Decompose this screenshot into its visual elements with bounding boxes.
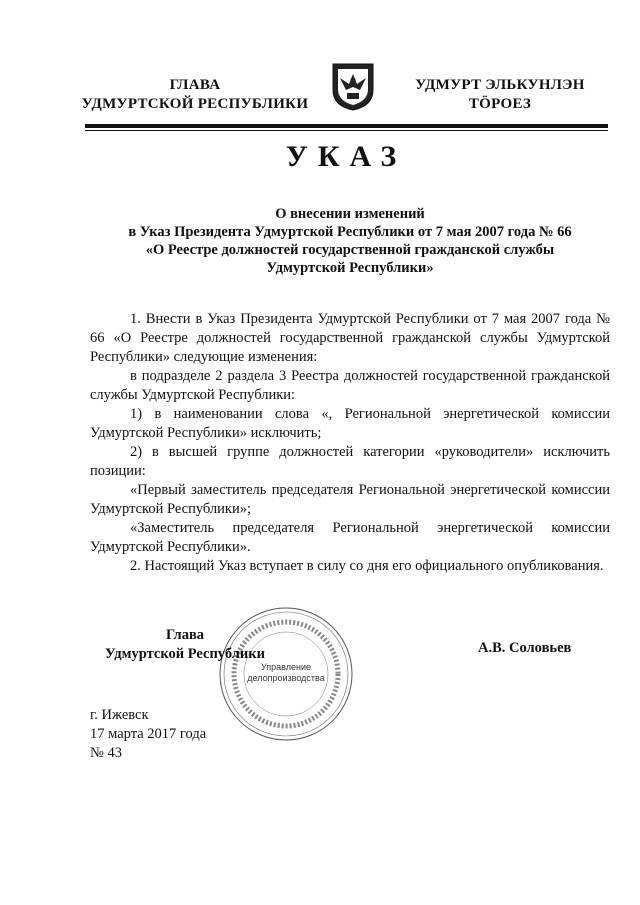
body-paragraph-6: «Заместитель председателя Региональной энергетической комиссии Удмуртской Республики». — [90, 520, 610, 555]
body-paragraph-3: 1) в наименовании слова «, Региональной энергетической комиссии Удмуртской Республики» исключить; — [90, 406, 610, 441]
signer-name: А.В. Соловьев — [478, 640, 572, 656]
footer-date: 17 марта 2017 года — [90, 726, 207, 742]
body-paragraph-4: 2) в высшей группе должностей категории «руководители» исключить позиции: — [90, 444, 610, 479]
header-left-line1: ГЛАВА — [169, 77, 221, 93]
stamp-text-1: Управление — [260, 662, 312, 672]
footer-number: № 43 — [90, 745, 122, 761]
header-left-line2: УДМУРТСКОЙ РЕСПУБЛИКИ — [81, 96, 309, 112]
document-subject — [100, 205, 600, 277]
header-right-line1: УДМУРТ ЭЛЬКУНЛЭН — [415, 77, 585, 93]
official-stamp — [216, 604, 356, 744]
footer-city: г. Ижевск — [90, 707, 149, 723]
document-body — [90, 310, 610, 576]
header-rule-thick — [85, 124, 608, 128]
body-paragraph-7: 2. Настоящий Указ вступает в силу со дня его официального опубликования. — [130, 558, 604, 574]
signature-title-line2: Удмуртской Республики — [105, 646, 265, 662]
stamp-text-2: делопроизводства — [247, 673, 325, 683]
header-right-line2: ТӦРОЕЗ — [468, 96, 532, 112]
signature-title-line1: Глава — [165, 627, 205, 643]
body-paragraph-1: 1. Внести в Указ Президента Удмуртской Республики от 7 мая 2007 года № 66 «О Реестре должностей государственной гражданской службы Удмуртской Республики» следующие изменения: — [90, 311, 610, 365]
subject-line-3: «О Реестре должностей государственной гражданской службы — [145, 242, 555, 258]
header-rule-thin — [85, 130, 608, 131]
signature-title — [90, 626, 280, 664]
subject-line-1: О внесении изменений — [275, 206, 425, 222]
body-paragraph-5: «Первый заместитель председателя Региональной энергетической комиссии Удмуртской Республики»; — [90, 482, 610, 517]
header-left — [60, 76, 330, 114]
body-paragraph-2: в подразделе 2 раздела 3 Реестра должностей государственной гражданской службы Удмуртской Республики: — [90, 368, 610, 403]
udmurt-emblem-icon — [328, 60, 378, 112]
subject-line-4: Удмуртской Республики» — [266, 260, 434, 276]
document-footer — [90, 706, 206, 763]
subject-line-2: в Указ Президента Удмуртской Республики от 7 мая 2007 года № 66 — [128, 224, 572, 240]
document-type-title: УКАЗ — [285, 140, 407, 173]
header-right — [390, 76, 610, 114]
